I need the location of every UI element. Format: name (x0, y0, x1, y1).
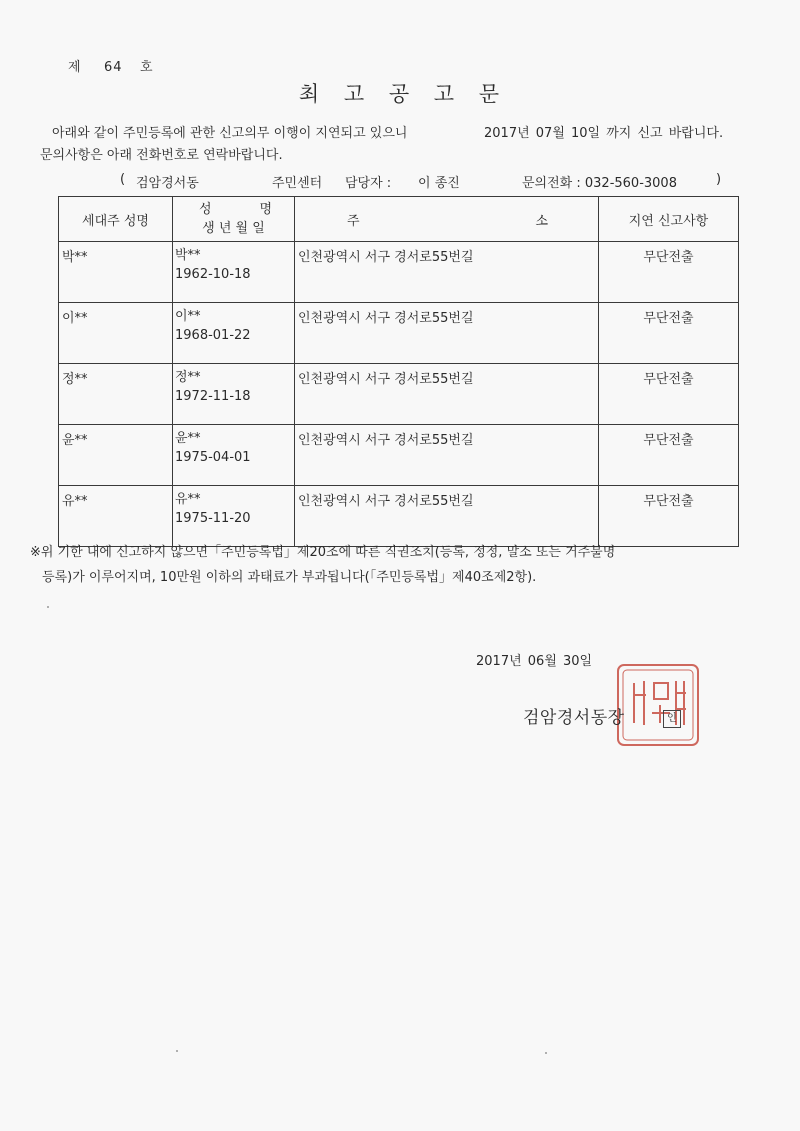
document-title: 최 고 공 고 문 (298, 82, 502, 106)
header-name-char-2: 명 (259, 202, 272, 217)
cell-household-head: 유** (59, 486, 173, 547)
table-row (59, 303, 739, 364)
cell-name: 정** (175, 370, 201, 385)
cell-household-head: 윤** (59, 425, 173, 486)
cell-name: 이** (175, 309, 201, 324)
table-header-row (59, 197, 739, 242)
scan-speck (47, 606, 49, 608)
legal-note (30, 540, 750, 590)
cell-address: 인천광역시 서구 경서로55번길 (295, 303, 599, 364)
seal-mark: 인 (663, 710, 681, 728)
header-household-head: 세대주 성명 (59, 197, 173, 242)
cell-status: 무단전출 (599, 425, 739, 486)
cell-name-birth (173, 486, 295, 547)
table-row (59, 425, 739, 486)
header-name-char-1: 성 (199, 202, 212, 217)
cell-birthdate: 1962-10-18 (175, 267, 251, 282)
header-name-birth (173, 197, 295, 242)
cell-name-birth (173, 242, 295, 303)
cell-household-head: 박** (59, 242, 173, 303)
delinquent-table (58, 196, 739, 547)
cell-status: 무단전출 (599, 364, 739, 425)
scan-speck (545, 1052, 547, 1054)
intro-line-2: 문의사항은 아래 전화번호로 연락바랍니다. (40, 148, 283, 163)
cell-name-birth (173, 425, 295, 486)
cell-birthdate: 1975-11-20 (175, 511, 251, 526)
cell-address: 인천광역시 서구 경서로55번길 (295, 425, 599, 486)
cell-birthdate: 1972-11-18 (175, 389, 251, 404)
contact-close-paren: ) (716, 172, 722, 187)
legal-note-line-2: 등록)가 이루어지며, 10만원 이하의 과태료가 부과됩니다(「주민등록법」제40조제2항). (42, 570, 537, 585)
issuer-name: 검암경서동장 (523, 708, 625, 728)
cell-status: 무단전출 (599, 303, 739, 364)
issue-date: 2017년 06월 30일 (476, 654, 593, 669)
cell-household-head: 이** (59, 303, 173, 364)
cell-status: 무단전출 (599, 242, 739, 303)
contact-open-paren: ( (120, 172, 126, 187)
contact-person-label: 담당자 : (345, 176, 392, 191)
cell-address: 인천광역시 서구 경서로55번길 (295, 364, 599, 425)
table-row (59, 242, 739, 303)
document-number-suffix: 호 (140, 60, 154, 75)
legal-note-line-1: ※위 기한 내에 신고하지 않으면「주민등록법」제20조에 따른 직권조치(등록, 정정, 말소 또는 거주불명 (30, 545, 616, 560)
header-birthdate: 생 년 월 일 (202, 221, 265, 236)
cell-name-birth (173, 303, 295, 364)
cell-birthdate: 1968-01-22 (175, 328, 251, 343)
header-delayed-report: 지연 신고사항 (599, 197, 739, 242)
cell-birthdate: 1975-04-01 (175, 450, 251, 465)
cell-household-head: 정** (59, 364, 173, 425)
header-address-char-1: 주 (347, 213, 360, 229)
official-seal-stamp-icon (614, 661, 702, 749)
header-address (295, 197, 599, 242)
header-address-char-2: 소 (535, 213, 548, 229)
document-number-value: 64 (104, 60, 123, 75)
cell-address: 인천광역시 서구 경서로55번길 (295, 486, 599, 547)
intro-due-date: 2017년 07월 10일 까지 신고 바랍니다. (484, 126, 724, 141)
cell-status: 무단전출 (599, 486, 739, 547)
cell-address: 인천광역시 서구 경서로55번길 (295, 242, 599, 303)
contact-person-name: 이 종진 (418, 176, 460, 191)
cell-name-birth (173, 364, 295, 425)
contact-phone: 문의전화 : 032-560-3008 (522, 176, 677, 191)
cell-name: 유** (175, 492, 201, 507)
intro-line-1: 아래와 같이 주민등록에 관한 신고의무 이행이 지연되고 있으니 (52, 126, 408, 141)
table-row (59, 364, 739, 425)
cell-name: 박** (175, 248, 201, 263)
contact-dong: 검암경서동 (136, 176, 199, 191)
scan-speck (176, 1050, 178, 1052)
document-number-prefix: 제 (68, 60, 82, 75)
table-row (59, 486, 739, 547)
cell-name: 윤** (175, 431, 201, 446)
document-number (68, 56, 154, 75)
contact-center: 주민센터 (272, 176, 323, 191)
